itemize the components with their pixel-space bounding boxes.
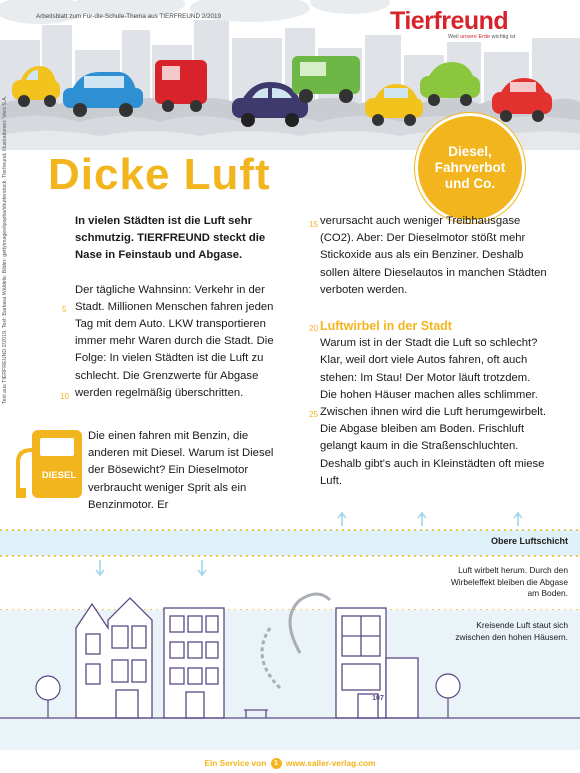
paragraph-traffic: Der tägliche Wahnsinn: Verkehr in der Stadt. Millionen Menschen fahren jeden Tag mit dem Auto. LKW transportieren immer mehr Waren durch die Stadt. Die Folge: In vielen Städten ist die Luft zu schlecht. Die Grenzwerte für Abgase werden regelmäßig überschritten.: [75, 283, 274, 399]
footer-link[interactable]: www.sailer-verlag.com: [285, 758, 376, 768]
topic-badge: [415, 113, 525, 223]
logo-slogan: Weil unsere Erde wichtig ist: [448, 34, 516, 40]
house-number: 107: [372, 695, 384, 702]
tierfreund-logo: [390, 8, 540, 40]
subheading: Luftwirbel in der Stadt: [320, 319, 452, 334]
pump-label: DIESEL: [41, 470, 77, 481]
worksheet-note: Arbeitsblatt zum Für-die-Schule-Thema aus TIERFREUND 2/2019: [36, 13, 222, 20]
line-number: 10: [60, 392, 69, 401]
upper-air-layer-label: Obere Luftschicht: [490, 536, 568, 546]
logo-title: Tierfreund: [390, 7, 509, 35]
fuel-pump-icon: [14, 428, 84, 500]
footer-text: Ein Service von: [204, 758, 267, 768]
paragraph-vortex: Warum ist in der Stadt die Luft so schlecht? Klar, weil dort viele Autos fahren, oft auch stehen: Im Stau! Der Motor läuft trotzdem. Die hohen Häuser machen alles schlimmer. Zwischen ihnen wird die Luft herumgewirbelt. Die Abgase bleiben am Boden. Frischluft gelangt kaum in die Straßenschluchten. Deshalb gibt's auch in Kleinstädten oft miese Luft.: [320, 337, 547, 487]
line-number: 20: [309, 324, 318, 333]
right-column: [320, 213, 548, 490]
page-title: Dicke Luft: [48, 150, 271, 199]
paragraph-diesel: Die einen fahren mit Benzin, die anderen mit Diesel. Warum ist Diesel der Bösewicht? Ein Dieselmotor verbraucht weniger Sprit als ein Benzinmotor. Er: [88, 430, 274, 511]
sun-logo-icon: 1: [271, 758, 282, 769]
lead-paragraph: In vielen Städten ist die Luft sehr schmutzig. TIERFREUND steckt die Nase in Feinstaub und Abgase.: [75, 215, 266, 262]
line-number: 5: [62, 305, 67, 314]
side-credit: Text aus TIERFREUND 2/2019. Text: Barbara Wäldele. Bilder: gettyimages/ipopba/shutterstock, Tierfreund; Illustrationen: Vero S.A.: [2, 95, 8, 404]
line-number: 25: [309, 410, 318, 419]
footer: [0, 758, 580, 769]
stagnant-air-note: Kreisende Luft staut sich zwischen den hohen Häusern.: [455, 620, 568, 642]
line-number: 15: [309, 220, 318, 229]
badge-text: Diesel, Fahrverbot und Co.: [434, 144, 506, 191]
paragraph-co2: verursacht auch weniger Treibhausgase (CO2). Aber: Der Dieselmotor stößt mehr Stickoxide aus als ein Benziner. Deshalb sollen ältere Dieselautos in manchen Städten verboten werden.: [320, 215, 547, 296]
vortex-note: Luft wirbelt herum. Durch den Wirbeleffekt bleiben die Abgase am Boden.: [450, 565, 568, 598]
left-column: [75, 213, 283, 402]
